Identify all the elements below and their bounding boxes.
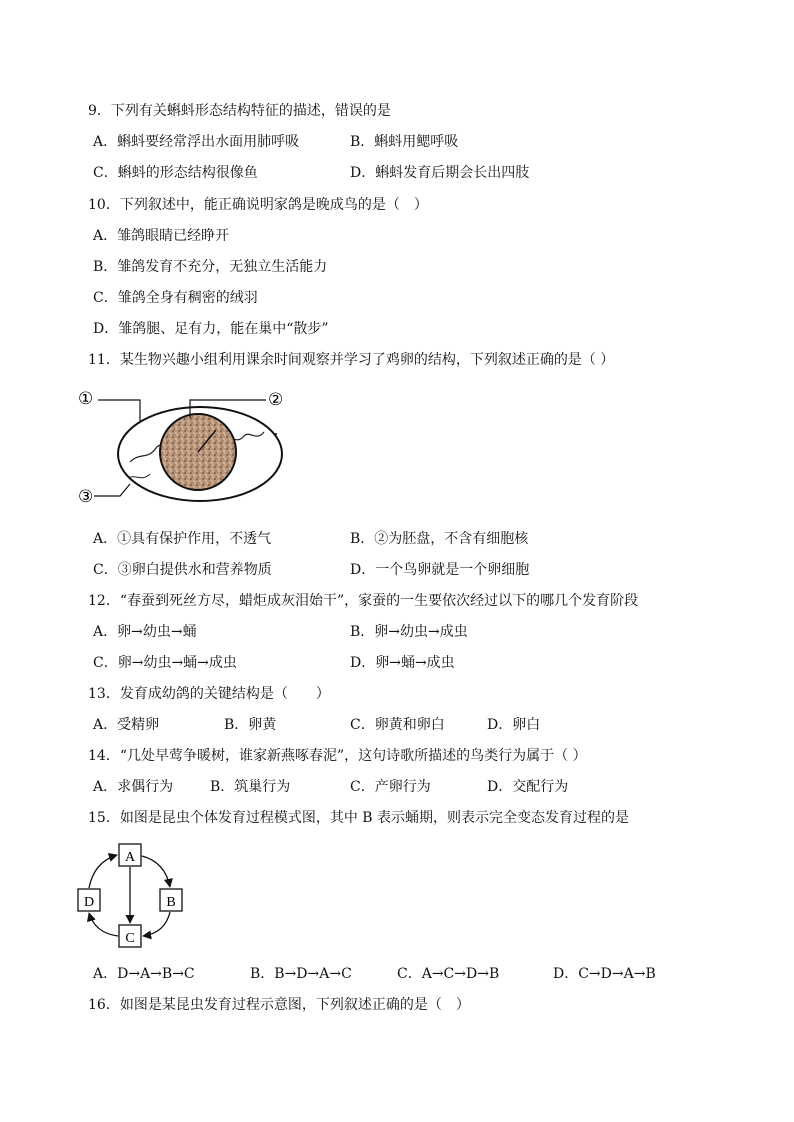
- q9-option-d: D．蝌蚪发育后期会长出四肢: [350, 165, 530, 181]
- q9-option-a: A．蝌蚪要经常浮出水面用肺呼吸: [93, 134, 300, 150]
- arrow-c-d: [89, 913, 118, 936]
- q9-stem: 9．下列有关蝌蚪形态结构特征的描述，错误的是: [88, 103, 391, 119]
- q12-option-d: D．卵→蛹→成虫: [350, 655, 455, 671]
- q14-option-b: B．筑巢行为: [210, 779, 291, 795]
- q9-option-b: B．蝌蚪用鳃呼吸: [350, 134, 459, 150]
- egg-structure-figure: [70, 382, 300, 512]
- q14-option-d: D．交配行为: [487, 779, 569, 795]
- arrow-a-b: [142, 856, 170, 887]
- q11-option-c: C．③卵白提供水和营养物质: [93, 562, 272, 578]
- q15-option-d: D．C→D→A→B: [553, 966, 656, 982]
- q10-option-b: B．雏鸽发育不充分，无独立生活能力: [93, 259, 328, 275]
- q10-option-c: C．雏鸽全身有稠密的绒羽: [93, 290, 258, 306]
- q15-stem: 15．如图是昆虫个体发育过程模式图，其中 B 表示蛹期，则表示完全变态发育过程的是: [88, 810, 630, 826]
- q13-option-a: A．受精卵: [93, 717, 160, 733]
- label-1: ①: [78, 389, 94, 408]
- svg-text:D: D: [83, 895, 95, 910]
- q11-stem: 11．某生物兴趣小组利用课余时间观察并学习了鸡卵的结构，下列叙述正确的是（ ）: [88, 352, 615, 368]
- label-3: ③: [78, 487, 94, 506]
- q12-option-c: C．卵→幼虫→蛹→成虫: [93, 655, 237, 671]
- q15-option-c: C．A→C→D→B: [397, 966, 500, 982]
- svg-text:C: C: [125, 931, 135, 946]
- insect-cycle-figure: [70, 838, 190, 954]
- label-2: ②: [268, 390, 284, 409]
- q14-option-c: C．产卵行为: [350, 779, 431, 795]
- q13-stem: 13．发育成幼鸽的关键结构是（ ）: [88, 686, 330, 702]
- q11-option-b: B．②为胚盘，不含有细胞核: [350, 531, 529, 547]
- svg-text:B: B: [166, 895, 176, 910]
- q12-stem: 12．“春蚕到死丝方尽，蜡炬成灰泪始干”，家蚕的一生要依次经过以下的哪几个发育阶段: [88, 593, 639, 609]
- q16-stem: 16．如图是某昆虫发育过程示意图，下列叙述正确的是（ ）: [88, 997, 470, 1013]
- q13-option-b: B．卵黄: [224, 717, 277, 733]
- q12-option-b: B．卵→幼虫→成虫: [350, 624, 468, 640]
- q15-option-a: A．D→A→B→C: [93, 966, 195, 982]
- q13-option-c: C．卵黄和卵白: [350, 717, 445, 733]
- q10-option-d: D．雏鸽腿、足有力，能在巢中“散步”: [93, 321, 329, 337]
- q10-stem: 10．下列叙述中，能正确说明家鸽是晚成鸟的是（ ）: [88, 197, 428, 213]
- q14-stem: 14．“几处早莺争暖树，谁家新燕啄春泥”，这句诗歌所描述的鸟类行为属于（ ）: [88, 748, 587, 764]
- q11-option-d: D．一个鸟卵就是一个卵细胞: [350, 562, 530, 578]
- svg-text:A: A: [124, 850, 136, 865]
- q12-option-a: A．卵→幼虫→蛹: [93, 624, 197, 640]
- arrow-b-c: [143, 912, 170, 936]
- q13-option-d: D．卵白: [487, 717, 541, 733]
- q14-option-a: A．求偶行为: [93, 779, 174, 795]
- q11-option-a: A．①具有保护作用，不透气: [93, 531, 272, 547]
- q15-option-b: B．B→D→A→C: [250, 966, 352, 982]
- q9-option-c: C．蝌蚪的形态结构很像鱼: [93, 165, 258, 181]
- arrow-d-a: [89, 855, 117, 888]
- q10-option-a: A．雏鸽眼睛已经睁开: [93, 228, 230, 244]
